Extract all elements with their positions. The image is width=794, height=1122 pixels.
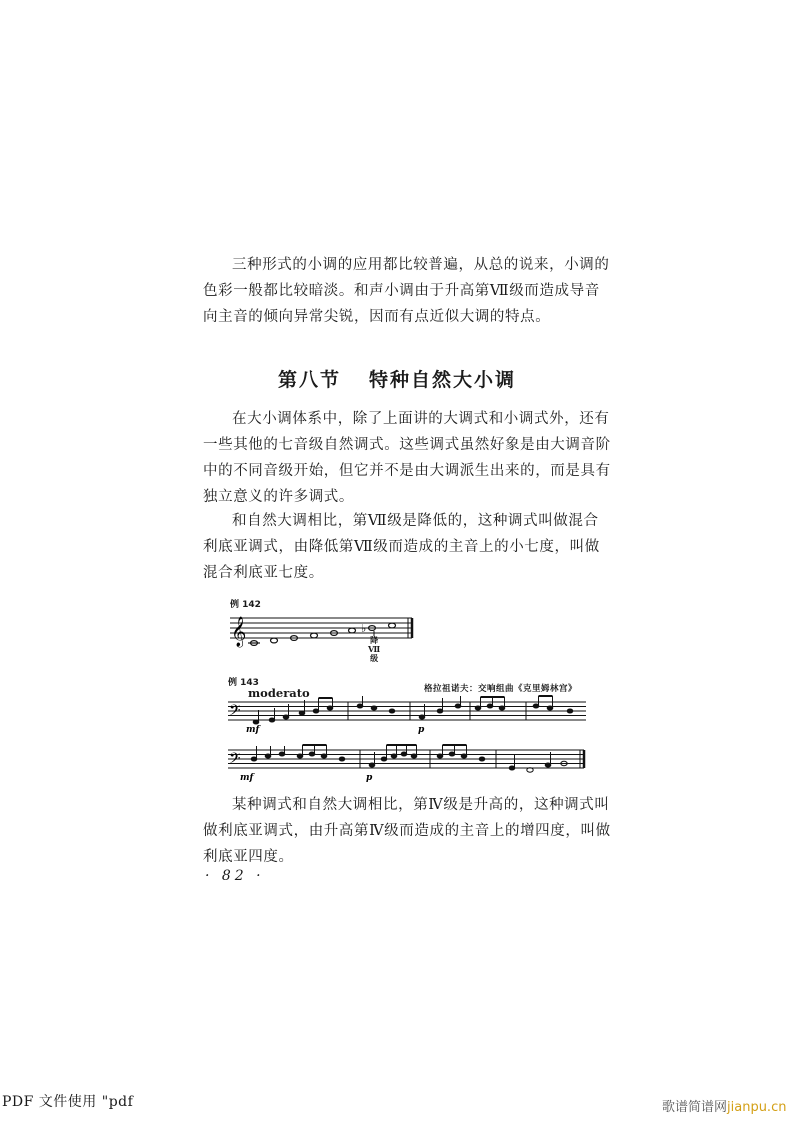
note bbox=[265, 754, 271, 758]
note bbox=[391, 754, 397, 758]
example-143-staff-2 bbox=[226, 742, 588, 782]
note bbox=[479, 757, 485, 761]
note bbox=[419, 715, 425, 719]
paragraph-mixolydian: 和自然大调相比，第Ⅶ级是降低的，这种调式叫做混合利底亚调式，由降低第Ⅶ级而造成的主音上的小七度，叫做混合利底亚七度。 bbox=[203, 513, 600, 581]
note bbox=[487, 704, 493, 708]
watermark-site: jianpu.cn bbox=[727, 1100, 787, 1115]
note bbox=[311, 633, 318, 638]
note bbox=[327, 706, 333, 710]
note bbox=[547, 706, 553, 710]
note bbox=[309, 752, 315, 756]
dynamic-marking: mf bbox=[246, 725, 260, 734]
note bbox=[437, 709, 443, 713]
note bbox=[499, 706, 505, 710]
paragraph-minor-modes: 三种形式的小调的应用都比较普遍，从总的说来，小调的色彩一般都比较暗淡。和声小调由于升高第Ⅶ级而造成导音向主音的倾向异常尖锐，因而有点近似大调的特点。 bbox=[203, 257, 610, 325]
note bbox=[313, 709, 319, 713]
note bbox=[567, 709, 573, 713]
example-142-staff bbox=[228, 612, 418, 664]
dynamic-marking: p bbox=[366, 773, 373, 782]
note bbox=[401, 752, 407, 756]
note bbox=[545, 763, 551, 767]
note bbox=[509, 766, 515, 770]
note bbox=[339, 757, 345, 761]
tempo-marking: moderato bbox=[248, 686, 310, 700]
note bbox=[371, 706, 377, 710]
treble-clef-icon: 𝄞 bbox=[231, 617, 247, 647]
note bbox=[349, 628, 356, 633]
note bbox=[283, 715, 289, 719]
note bbox=[321, 754, 327, 758]
note bbox=[253, 720, 259, 724]
note bbox=[357, 704, 363, 708]
note bbox=[437, 754, 443, 758]
example-143-label: 例 143 bbox=[228, 678, 259, 688]
note bbox=[297, 754, 303, 758]
note bbox=[461, 754, 467, 758]
note bbox=[369, 763, 375, 767]
flat-icon: ♭ bbox=[361, 622, 367, 635]
bass-clef-icon: 𝄢 bbox=[229, 702, 241, 723]
note bbox=[475, 706, 481, 710]
note bbox=[251, 757, 257, 761]
example-source: 格拉祖诺夫：交响组曲《克里姆林宫》 bbox=[424, 684, 578, 694]
example-142-label: 例 142 bbox=[230, 600, 261, 610]
example-143-staff-1 bbox=[226, 694, 588, 734]
note bbox=[299, 711, 305, 715]
dynamic-marking: mf bbox=[240, 773, 254, 782]
page-number: · 82 · bbox=[205, 868, 265, 884]
note bbox=[389, 709, 395, 713]
paragraph-natural-modes: 在大小调体系中，除了上面讲的大调式和小调式外，还有一些其他的七音级自然调式。这些调式虽然好象是由大调音阶中的不同音级开始，但它并不是由大调派生出来的，而是具有独立意义的许多调式。 bbox=[203, 411, 611, 505]
degree-annotation: 降 Ⅶ 级 bbox=[368, 635, 381, 663]
pdf-footer-note: PDF 文件使用 "pdf bbox=[2, 1094, 134, 1110]
watermark-text: 歌谱简谱网 bbox=[662, 1100, 728, 1115]
note bbox=[381, 757, 387, 761]
section-title: 特种自然大小调 bbox=[369, 369, 517, 391]
dynamic-marking: p bbox=[418, 725, 425, 734]
note bbox=[411, 754, 417, 758]
note bbox=[449, 752, 455, 756]
bass-clef-icon: 𝄢 bbox=[229, 750, 241, 771]
watermark bbox=[662, 1096, 786, 1115]
note bbox=[279, 752, 285, 756]
paragraph-lydian: 某种调式和自然大调相比，第Ⅳ级是升高的，这种调式叫做利底亚调式，由升高第Ⅳ级而造成的主音上的增四度，叫做利底亚四度。 bbox=[203, 797, 611, 865]
note bbox=[455, 704, 461, 708]
note bbox=[389, 623, 396, 628]
note bbox=[533, 704, 539, 708]
section-number: 第八节 bbox=[277, 369, 341, 391]
note bbox=[269, 718, 275, 722]
note bbox=[271, 638, 278, 643]
section-heading bbox=[0, 365, 794, 392]
